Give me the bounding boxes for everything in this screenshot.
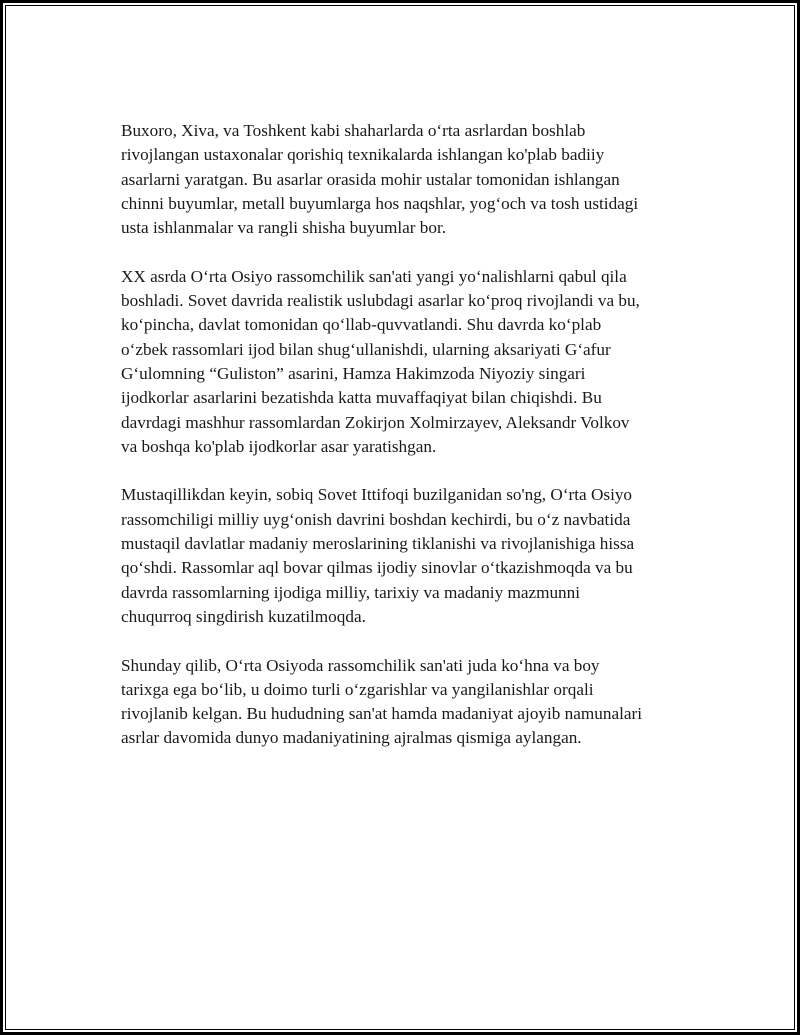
text-line: o‘zbek rassomlari ijod bilan shug‘ullanishdi, ularning aksariyati G‘afur bbox=[121, 339, 611, 359]
text-line: ijodkorlar asarlarini bezatishda katta muvaffaqiyat bilan chiqishdi. Bu bbox=[121, 388, 602, 408]
paragraph-1 bbox=[121, 119, 711, 240]
document-body bbox=[121, 119, 711, 775]
text-line: G‘ulomning “Guliston” asarini, Hamza Hakimzoda Niyoziy singari bbox=[121, 363, 586, 383]
paragraph-2 bbox=[121, 265, 711, 459]
text-line: chinni buyumlar, metall buyumlarga hos naqshlar, yog‘och va tosh ustidagi bbox=[121, 193, 639, 213]
text-line: tarixga ega bo‘lib, u doimo turli o‘zgarishlar va yangilanishlar orqali bbox=[121, 679, 594, 699]
paragraph-4 bbox=[121, 654, 711, 751]
text-line: rivojlanib kelgan. Bu hududning san'at hamda madaniyat ajoyib namunalari bbox=[121, 704, 642, 724]
text-line: asrlar davomida dunyo madaniyatining ajralmas qismiga aylangan. bbox=[121, 728, 582, 748]
paragraph-3 bbox=[121, 483, 711, 629]
text-line: rivojlangan ustaxonalar qorishiq texnikalarda ishlangan ko'plab badiiy bbox=[121, 145, 605, 165]
text-line: va boshqa ko'plab ijodkorlar asar yaratishgan. bbox=[121, 436, 437, 456]
text-line: asarlarni yaratgan. Bu asarlar orasida mohir ustalar tomonidan ishlangan bbox=[121, 169, 620, 189]
text-line: Shunday qilib, O‘rta Osiyoda rassomchilik san'ati juda ko‘hna va boy bbox=[121, 655, 600, 675]
text-line: qo‘shdi. Rassomlar aql bovar qilmas ijodiy sinovlar o‘tkazishmoqda va bu bbox=[121, 558, 633, 578]
text-line: usta ishlanmalar va rangli shisha buyumlar bor. bbox=[121, 218, 447, 238]
text-line: Buxoro, Xiva, va Toshkent kabi shaharlarda o‘rta asrlardan boshlab bbox=[121, 121, 586, 140]
text-line: mustaqil davlatlar madaniy meroslarining tiklanishi va rivojlanishiga hissa bbox=[121, 534, 635, 554]
text-line: ko‘pincha, davlat tomonidan qo‘llab-quvvatlandi. Shu davrda ko‘plab bbox=[121, 315, 602, 335]
text-line: Mustaqillikdan keyin, sobiq Sovet Ittifoqi buzilganidan so'ng, O‘rta Osiyo bbox=[121, 485, 633, 505]
text-line: boshladi. Sovet davrida realistik uslubdagi asarlar ko‘proq rivojlandi va bu, bbox=[121, 291, 640, 311]
text-line: davrda rassomlarning ijodiga milliy, tarixiy va madaniy mazmunni bbox=[121, 582, 581, 602]
text-line: XX asrda O‘rta Osiyo rassomchilik san'ati yangi yo‘nalishlarni qabul qila bbox=[121, 266, 627, 286]
text-line: davrdagi mashhur rassomlardan Zokirjon Xolmirzayev, Aleksandr Volkov bbox=[121, 412, 630, 432]
text-line: chuqurroq singdirish kuzatilmoqda. bbox=[121, 606, 366, 626]
text-line: rassomchiligi milliy uyg‘onish davrini boshdan kechirdi, bu o‘z navbatida bbox=[121, 509, 631, 529]
